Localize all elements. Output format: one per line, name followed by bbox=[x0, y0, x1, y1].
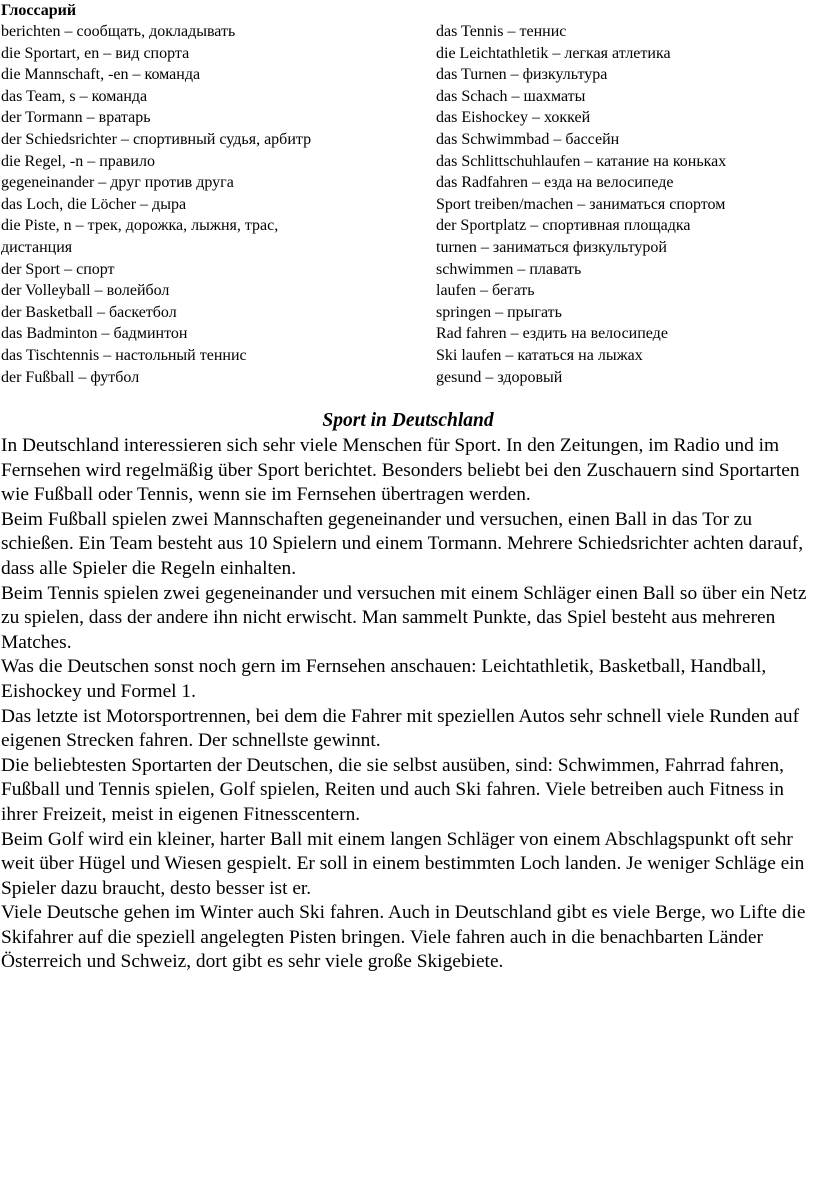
glossary-entry: der Fußball – футбол bbox=[1, 368, 140, 386]
glossary-entry: die Leichtathletik – легкая атлетика bbox=[436, 44, 671, 62]
glossary-entry: das Tischtennis – настольный теннис bbox=[1, 346, 247, 364]
glossary-entry: laufen – бегать bbox=[436, 282, 535, 300]
glossary-entry: berichten – сообщать, докладывать bbox=[1, 23, 236, 40]
glossary-title: Глоссарий bbox=[1, 2, 77, 19]
glossary-entry: die Sportart, en – вид спорта bbox=[1, 44, 190, 62]
article-title: Sport in Deutschland bbox=[322, 410, 494, 431]
glossary-entry: das Tennis – теннис bbox=[436, 23, 567, 40]
glossary-entry: das Badminton – бадминтон bbox=[1, 325, 188, 343]
article-paragraph: Viele Deutsche gehen im Winter auch Ski fahren. Auch in Deutschland gibt es viele Berge, wo Lifte die Skifahrer auf die speziell angelegten Pisten bringen. Viele fahren auch in die benachbarten Länder Österreich und Schweiz, dort gibt es sehr viele große Skigebiete. bbox=[1, 902, 806, 973]
article-paragraph: Beim Fußball spielen zwei Mannschaften gegeneinander und versuchen, einen Ball in das Tor zu schießen. Ein Team besteht aus 10 Spielern und einem Tormann. Mehrere Schiedsrichter achten darauf, dass alle Spieler die Regeln einhalten. bbox=[1, 508, 804, 579]
article-paragraph: In Deutschland interessieren sich sehr viele Menschen für Sport. In den Zeitungen, im Radio und im Fernsehen wird regelmäßig über Sport berichtet. Besonders beliebt bei den Zuschauern sind Sportarten wie Fußball oder Tennis, wenn sie im Fernsehen übertragen werden. bbox=[1, 435, 800, 506]
article-paragraph: Beim Golf wird ein kleiner, harter Ball mit einem langen Schläger von einem Abschlagspunkt oft sehr weit über Hügel und Wiesen gespielt. Er soll in einem bestimmten Loch landen. Je weniger Schläge ein Spieler dazu braucht, desto besser ist er. bbox=[1, 828, 805, 899]
glossary-entry: das Loch, die Löcher – дыра bbox=[1, 195, 187, 213]
glossary-entry: Sport treiben/machen – заниматься спортом bbox=[436, 195, 726, 213]
glossary-entry: der Volleyball – волейбол bbox=[1, 282, 170, 300]
glossary-entry: der Schiedsrichter – спортивный судья, арбитр bbox=[1, 130, 312, 148]
glossary-entry: turnen – заниматься физкультурой bbox=[436, 238, 667, 256]
glossary-entry: springen – прыгать bbox=[436, 303, 562, 321]
article-paragraph: Was die Deutschen sonst noch gern im Fernsehen anschauen: Leichtathletik, Basketball, Handball, Eishockey und Formel 1. bbox=[1, 656, 767, 702]
glossary-entry: das Team, s – команда bbox=[1, 87, 148, 105]
glossary-entry: das Schlittschuhlaufen – катание на коньках bbox=[436, 152, 727, 170]
glossary-entry: die Mannschaft, -en – команда bbox=[1, 66, 201, 84]
glossary-entry: das Eishockey – хоккей bbox=[436, 109, 591, 127]
glossary-entry: der Sport – спорт bbox=[1, 260, 115, 278]
glossary-entry: die Piste, n – трек, дорожка, лыжня, трас, дистанция bbox=[1, 217, 279, 256]
glossary-entry: gesund – здоровый bbox=[436, 368, 563, 386]
article-paragraph: Das letzte ist Motorsportrennen, bei dem die Fahrer mit speziellen Autos sehr schnell viele Runden auf eigenen Strecken fahren. Der schnellste gewinnt. bbox=[1, 705, 800, 752]
glossary-entry: Rad fahren – ездить на велосипеде bbox=[436, 325, 668, 343]
glossary-entry: Ski laufen – кататься на лыжах bbox=[436, 346, 643, 364]
article-paragraph: Die beliebtesten Sportarten der Deutschen, die sie selbst ausüben, sind: Schwimmen, Fahrrad fahren, Fußball und Tennis spielen, Golf spielen, Reiten und auch Ski fahren. Viele betreiben auch Fitness in ihrer Freizeit, meist in eigenen Fitnesscentern. bbox=[1, 754, 784, 825]
glossary-entry: das Turnen – физкультура bbox=[436, 66, 608, 84]
glossary-entry: das Radfahren – езда на велосипеде bbox=[436, 174, 674, 192]
glossary-entry: der Basketball – баскетбол bbox=[1, 303, 177, 321]
glossary-left-column bbox=[1, 21, 421, 388]
glossary-entry: der Tormann – вратарь bbox=[1, 109, 151, 127]
glossary-entry: die Regel, -n – правило bbox=[1, 152, 155, 170]
glossary-right-column bbox=[436, 21, 814, 388]
glossary-entry: gegeneinander – друг против друга bbox=[1, 174, 234, 192]
article-paragraph: Beim Tennis spielen zwei gegeneinander und versuchen mit einem Schläger einen Ball so über ein Netz zu spielen, dass der andere ihn nicht erwischt. Man sammelt Punkte, das Spiel besteht aus mehreren Matches. bbox=[1, 582, 807, 653]
glossary-entry: schwimmen – плавать bbox=[436, 260, 582, 278]
glossary-entry: das Schwimmbad – бассейн bbox=[436, 130, 620, 148]
glossary-entry: der Sportplatz – спортивная площадка bbox=[436, 217, 691, 235]
article-body bbox=[1, 434, 816, 975]
glossary-entry: das Schach – шахматы bbox=[436, 87, 586, 105]
